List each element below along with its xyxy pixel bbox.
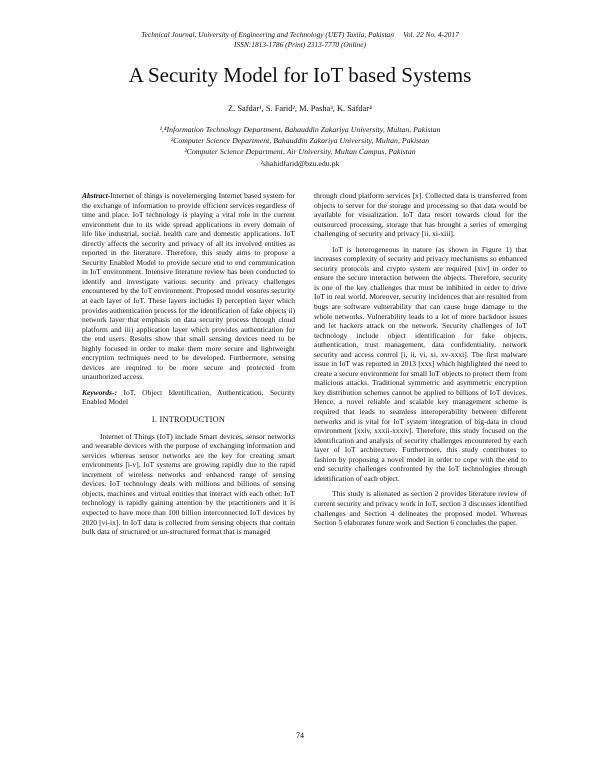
- affiliation-2: ²Computer Science Department, Bahauddin Zakariya University, Multan, Pakistan: [170, 136, 430, 146]
- keywords-text: IoT, Object Identification, Authentication, Security Enabled Model: [82, 387, 295, 407]
- paper-title: A Security Model for IoT based Systems: [128, 63, 472, 87]
- right-column: [314, 191, 527, 528]
- intro-paragraph-continued: through cloud platform services [x]. Collected data is transferred from objects to server for the storage and processing so that data would be available for visualization. IoT data resort towards cloud for the outsourced processing, storage that has brought a series of emerging challenging of security and privacy [ii, xi-xiii].: [314, 191, 527, 239]
- section-heading-introduction: I. INTRODUCTION: [151, 415, 226, 425]
- intro-paragraph-3: This study is alienated as section 2 provides literature review of current security and privacy work in IoT, section 3 discusses identified challenges and Section 4 delineates the proposed model. Whereas Section 5 elaborates future work and Section 6 concludes the paper.: [314, 489, 527, 528]
- author-list: Z. Safdar¹, S. Farid², M. Pasha³, K. Safdar⁴: [228, 104, 372, 113]
- affiliation-1: ¹,⁴Information Technology Department, Bahauddin Zakariya University, Multan, Pakistan: [159, 125, 441, 134]
- page-number: 74: [296, 731, 304, 740]
- issn-line: ISSN:1813-1786 (Print) 2313-7770 (Online): [234, 40, 366, 49]
- intro-paragraph-1: Internet of Things (IoT) include Smart devices, sensor networks and wearable devices with the purpose of exchanging information and services whereas sensor networks are the key for creating smart environments [i-v]. IoT systems are growing rapidly due to the rapid increment of wireless networks and enhanced range of sensing devices. IoT technology deals with millions and billions of sensing objects, machines and virtual entities that interact with each other. IoT technology is rapidly gaining attention by the practitioners and it is expected to have more than 100 billion interconnected IoT devices by 2020 [vi-ix]. In IoT data is collected from sensing objects that contain bulk data of structured or un-structured format that is managed: [82, 431, 295, 537]
- affiliation-3: ³Computer Science Department, Air University, Multan Campus, Pakistan: [184, 147, 416, 157]
- journal-header: [60, 30, 540, 50]
- affiliations: [40, 124, 560, 169]
- contact-email[interactable]: ²shahidfarid@bzu.edu.pk: [260, 158, 340, 168]
- keywords: [82, 388, 295, 407]
- journal-line: Technical Journal, University of Engineering and Technology (UET) Taxila, Pakistan Vol. 22 No. 4-2017: [141, 30, 459, 39]
- keywords-label: Keywords-:: [82, 387, 117, 397]
- abstract: [82, 191, 295, 382]
- left-column: [82, 191, 295, 537]
- abstract-text: Internet of things is novelemerging Internet based system for the exchange of information to provide efficient services regardless of time and place. IoT technology is playing a vital role in the current environment due to its wide spread applications in every domain of life like industrial, social, health care and domestic applications. IoT directly affects the security and privacy of all its involved entities as reported in the literature. Therefore, this study aims to propose a Security Enabled Model to provide secure end to end communication in IoT environment. Intensive literature review has been conducted to identify and investigate various security and privacy challenges encountered by the IoT environment. Proposed model ensures security at each layer of IoT. These layers includes I) perception layer which provides authentication process for the identification of fake objects ii) network layer that emphasis on data security process through cloud platform and iii) application layer which provides authentication for the end users. Results show that small sensing devices need to be highly focused in order to make them more secure and lightweight encryption techniques need to be developed. Furthermore, sensing devices are required to be more secure and protected from unauthorized access.: [82, 191, 295, 382]
- abstract-label: Abstract-: [82, 191, 111, 200]
- intro-paragraph-2: IoT is heterogeneous in nature (as shown in Figure 1) that increases complexity of security and privacy mechanisms so enhanced security protocols and crypto system are required [xiv] in order to ensure the secure interaction between the objects. Therefore, security is one of the key challenges that must be inhibited in order to drive IoT in real world. Moreover, security incidences that are resulted from bugs are software vulnerability that can cause huge damage to the whole networks. Vulnerability leads to a lot of more backdoor issues and let hackers attack on the network. Security challenges of IoT technology include object identification for fake objects, authentication, trust management, data confidentiality, network security and access control [i, ii, vi, xi, xv-xxxi]. The first malware issue in IoT was reported in 2013 [xxx] which highlighted the need to create a secure environment for small IoT objects to protect them from malicious attacks. Traditional symmetric and asymmetric encryption key distribution schemes cannot be applied to billions of IoT devices. Hence, a novel reliable and scalable key management scheme is required that leads to seamless interoperability between different networks and is vital for IoT system integration of big-data in cloud environment [xxiv, xxxii-xxxiv]. Therefore, this study focused on the identification and analysis of security challenges encountered by each layer of IoT architecture. Furthermore, this study contributes to fashion by proposing a novel model in order to cope with the end to end security challenges confronted by the IoT technologies through identification of each object.: [314, 244, 527, 483]
